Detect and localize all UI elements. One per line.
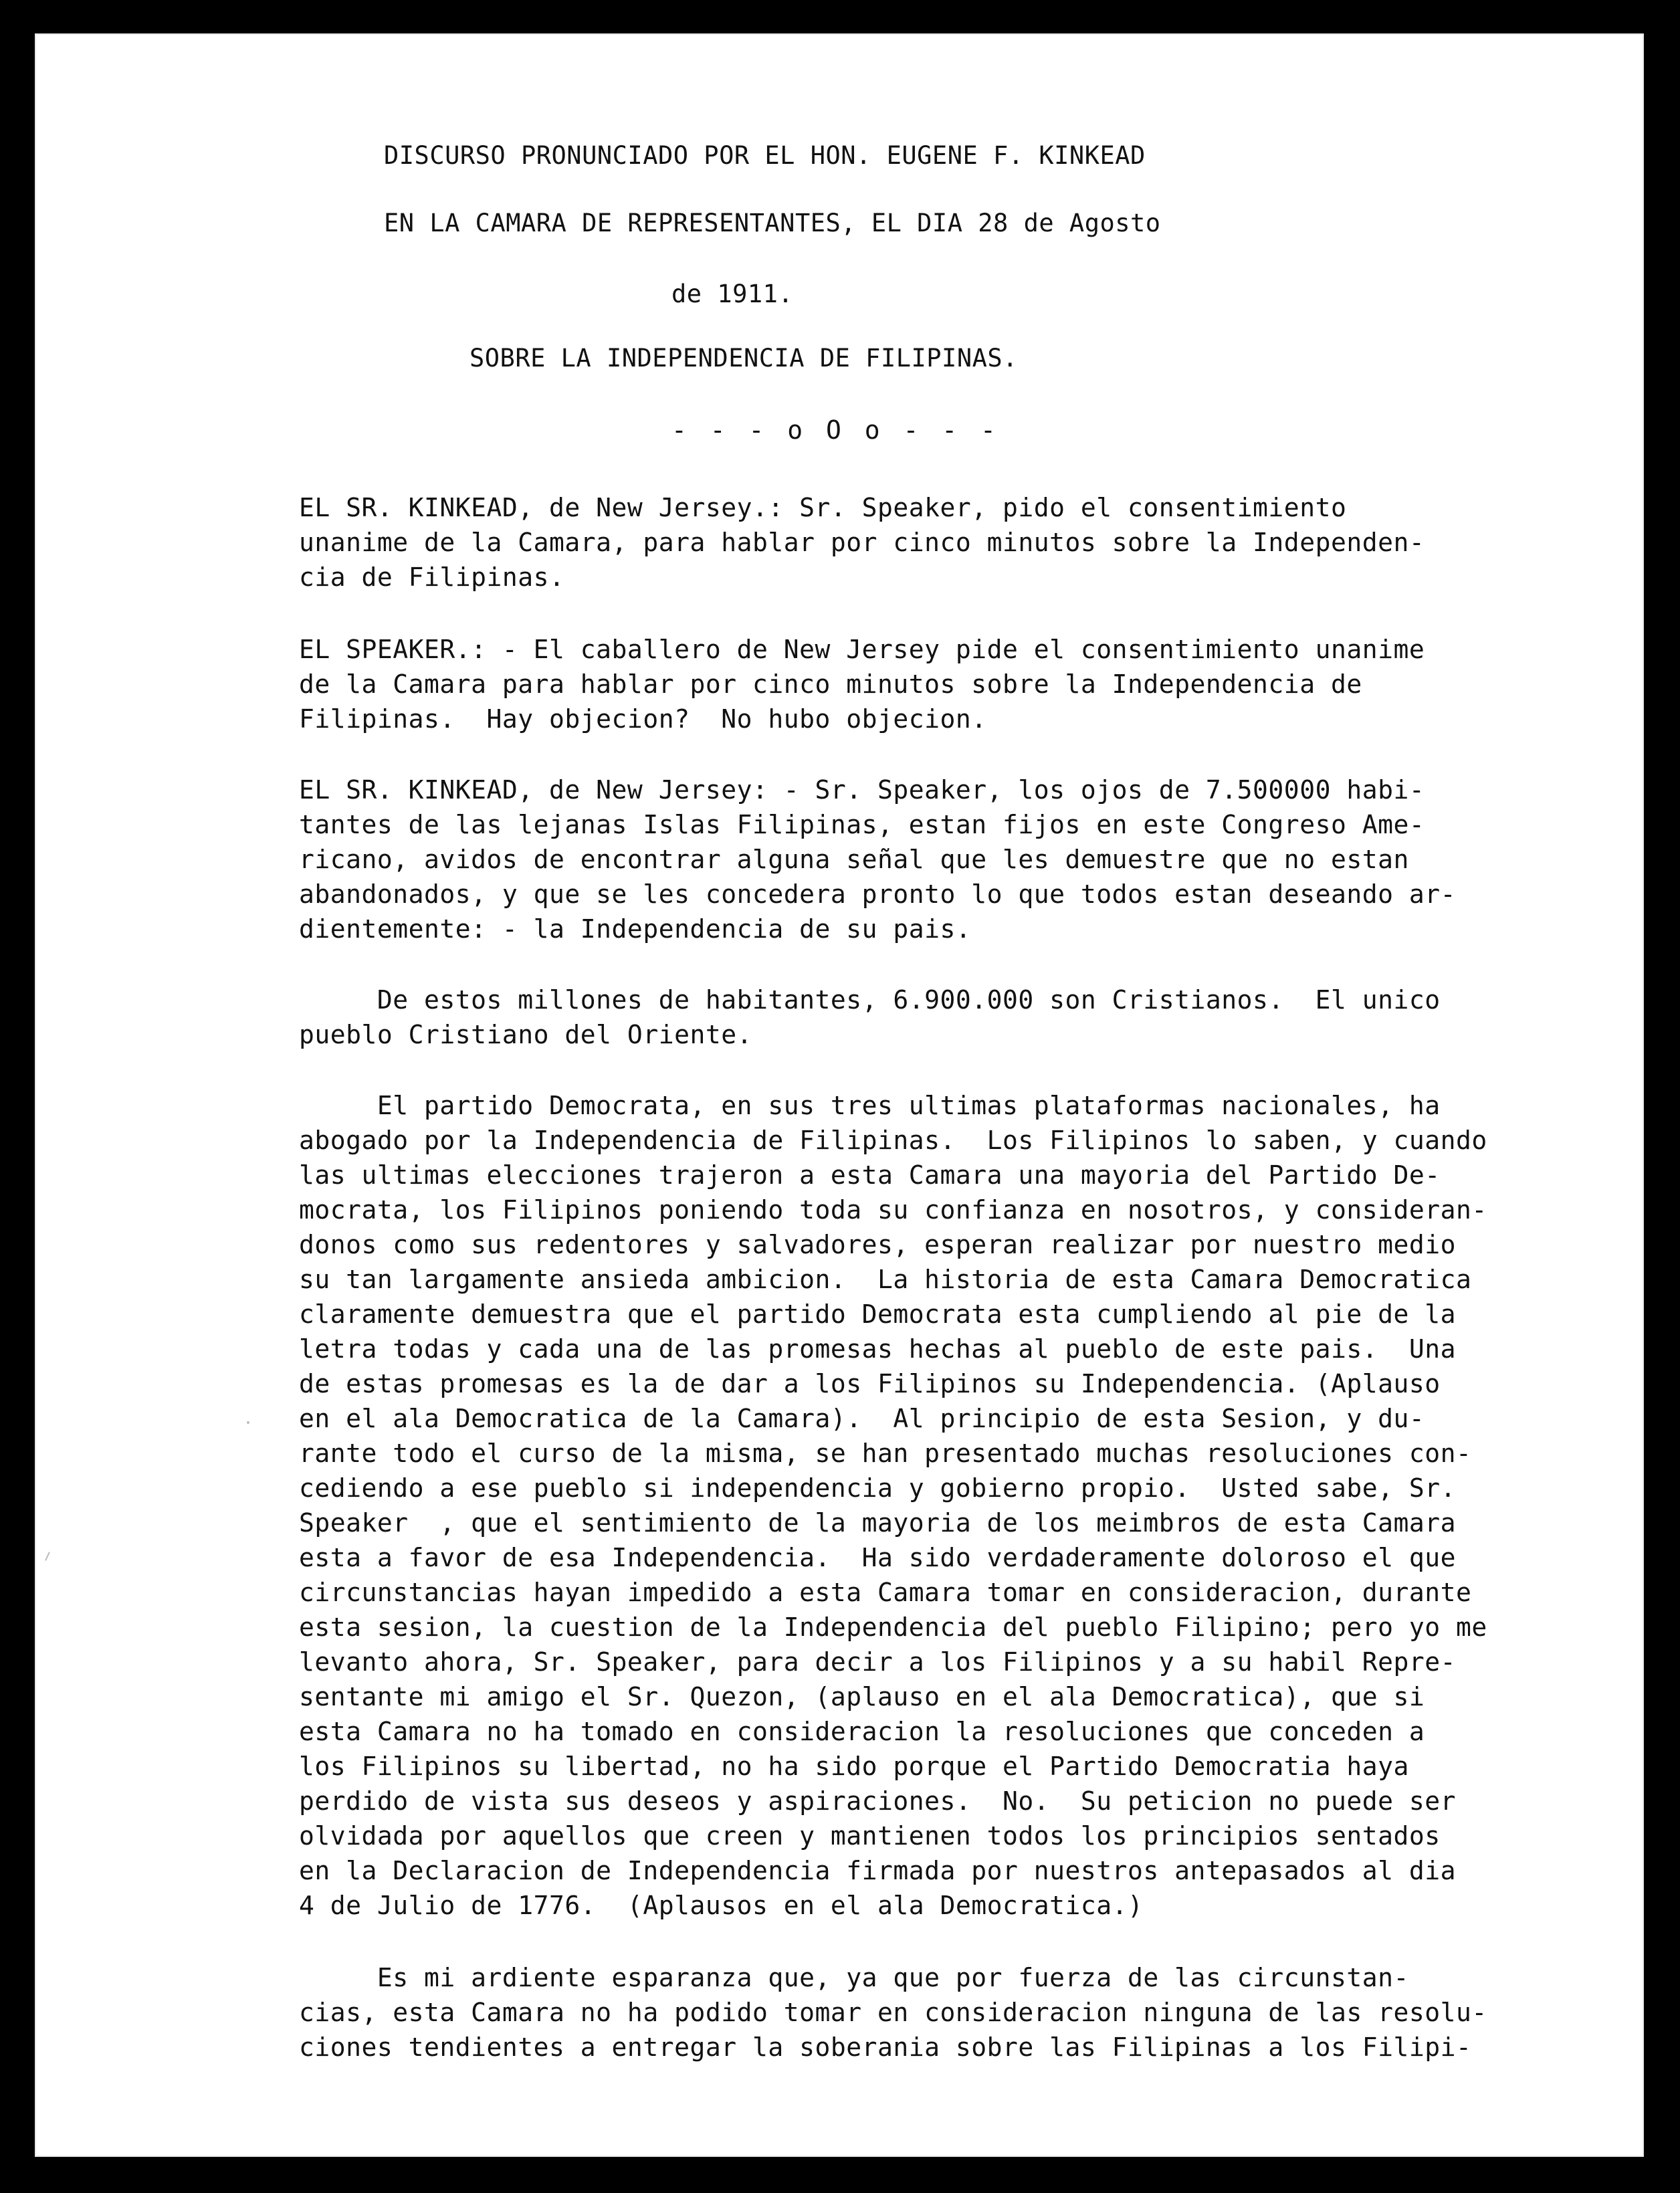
- text-line: olvidada por aquellos que creen y mantienen todos los principios sentados: [299, 1821, 1441, 1851]
- text-line: dientemente: - la Independencia de su pais.: [299, 914, 972, 944]
- text-line: cediendo a ese pueblo si independencia y gobierno propio. Usted sabe, Sr.: [299, 1473, 1456, 1503]
- text-line: rante todo el curso de la misma, se han presentado muchas resoluciones con-: [299, 1439, 1472, 1468]
- scan-speck: [45, 1552, 50, 1561]
- text-line: El partido Democrata, en sus tres ultimas plataformas nacionales, ha: [299, 1091, 1441, 1120]
- text-line: su tan largamente ansieda ambicion. La historia de esta Camara Democratica: [299, 1265, 1472, 1294]
- text-line: Filipinas. Hay objecion? No hubo objecion.: [299, 704, 987, 734]
- scan-speck: [247, 1421, 249, 1424]
- text-line: EL SR. KINKEAD, de New Jersey: - Sr. Speaker, los ojos de 7.500000 habi-: [299, 775, 1425, 805]
- text-line: en el ala Democratica de la Camara). Al principio de esta Sesion, y du-: [299, 1404, 1425, 1433]
- document-page: [35, 33, 1644, 2157]
- text-line: claramente demuestra que el partido Democrata esta cumpliendo al pie de la: [299, 1299, 1456, 1329]
- text-line: en la Declaracion de Independencia firmada por nuestros antepasados al dia: [299, 1856, 1456, 1885]
- text-line: unanime de la Camara, para hablar por cinco minutos sobre la Independen-: [299, 528, 1425, 557]
- text-line: ricano, avidos de encontrar alguna señal que les demuestre que no estan: [299, 845, 1409, 874]
- text-line: De estos millones de habitantes, 6.900.000 son Cristianos. El unico: [299, 985, 1441, 1015]
- heading-line-3: de 1911.: [671, 280, 794, 308]
- section-separator: - - - o O o - - -: [671, 415, 1000, 445]
- text-line: esta Camara no ha tomado en consideracion la resoluciones que conceden a: [299, 1717, 1425, 1746]
- text-line: esta sesion, la cuestion de la Independencia del pueblo Filipino; pero yo me: [299, 1612, 1487, 1642]
- text-line: abandonados, y que se les concedera pronto lo que todos estan deseando ar-: [299, 879, 1456, 909]
- text-line: abogado por la Independencia de Filipinas. Los Filipinos lo saben, y cuando: [299, 1126, 1487, 1155]
- text-line: sentante mi amigo el Sr. Quezon, (aplauso en el ala Democratica), que si: [299, 1682, 1425, 1711]
- text-line: cia de Filipinas.: [299, 562, 565, 592]
- text-line: circunstancias hayan impedido a esta Camara tomar en consideracion, durante: [299, 1578, 1472, 1607]
- text-line: levanto ahora, Sr. Speaker, para decir a los Filipinos y a su habil Repre-: [299, 1647, 1456, 1677]
- heading-line-4: SOBRE LA INDEPENDENCIA DE FILIPINAS.: [469, 344, 1018, 373]
- text-line: de estas promesas es la de dar a los Filipinos su Independencia. (Aplauso: [299, 1369, 1441, 1398]
- text-line: cias, esta Camara no ha podido tomar en consideracion ninguna de las resolu-: [299, 1998, 1487, 2027]
- text-line: las ultimas elecciones trajeron a esta Camara una mayoria del Partido De-: [299, 1160, 1441, 1190]
- text-line: Speaker , que el sentimiento de la mayoria de los meimbros de esta Camara: [299, 1508, 1456, 1538]
- text-line: pueblo Cristiano del Oriente.: [299, 1020, 752, 1049]
- text-line: tantes de las lejanas Islas Filipinas, estan fijos en este Congreso Ame-: [299, 810, 1425, 839]
- text-line: esta a favor de esa Independencia. Ha sido verdaderamente doloroso el que: [299, 1543, 1456, 1572]
- text-line: ciones tendientes a entregar la soberania sobre las Filipinas a los Filipi-: [299, 2032, 1472, 2062]
- text-line: donos como sus redentores y salvadores, esperan realizar por nuestro medio: [299, 1230, 1456, 1259]
- text-line: de la Camara para hablar por cinco minutos sobre la Independencia de: [299, 669, 1362, 699]
- heading-line-1: DISCURSO PRONUNCIADO POR EL HON. EUGENE F. KINKEAD: [384, 141, 1146, 170]
- text-line: letra todas y cada una de las promesas hechas al pueblo de este pais. Una: [299, 1334, 1456, 1364]
- text-line: Es mi ardiente esparanza que, ya que por fuerza de las circunstan-: [299, 1963, 1409, 1992]
- text-line: 4 de Julio de 1776. (Aplausos en el ala Democratica.): [299, 1891, 1144, 1920]
- text-line: EL SR. KINKEAD, de New Jersey.: Sr. Speaker, pido el consentimiento: [299, 493, 1347, 522]
- text-line: los Filipinos su libertad, no ha sido porque el Partido Democratia haya: [299, 1752, 1409, 1781]
- text-line: perdido de vista sus deseos y aspiraciones. No. Su peticion no puede ser: [299, 1786, 1456, 1816]
- heading-line-2: EN LA CAMARA DE REPRESENTANTES, EL DIA 28 de Agosto: [384, 209, 1161, 237]
- text-line: mocrata, los Filipinos poniendo toda su confianza en nosotros, y consideran-: [299, 1195, 1487, 1225]
- text-line: EL SPEAKER.: - El caballero de New Jersey pide el consentimiento unanime: [299, 635, 1425, 664]
